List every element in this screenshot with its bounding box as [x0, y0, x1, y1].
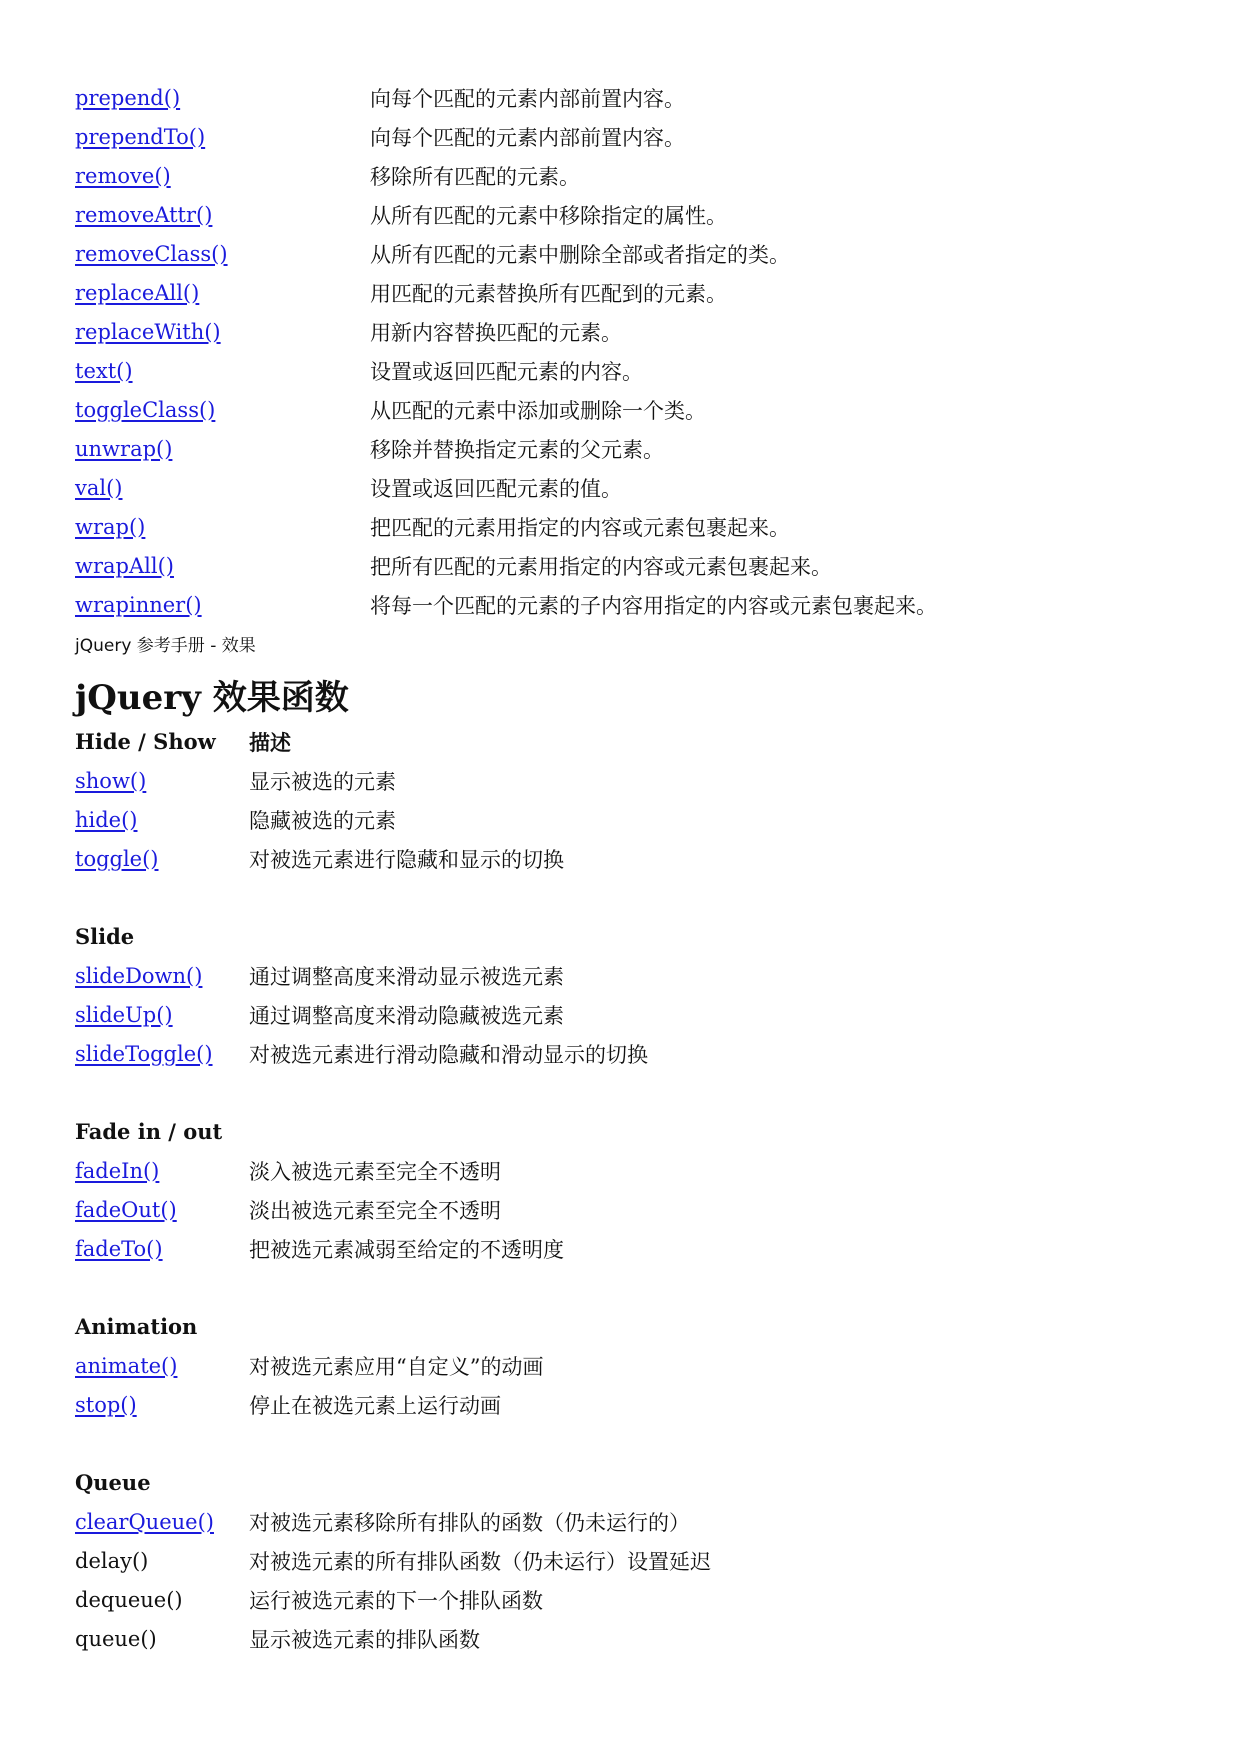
method-row [75, 507, 1201, 546]
method-row [75, 468, 1201, 507]
method-description: 运行被选元素的下一个排队函数 [249, 1588, 543, 1613]
method-row [75, 312, 1201, 351]
method-row [75, 234, 1201, 273]
method-row [75, 1502, 1201, 1541]
page-title: jQuery 效果函数 [75, 677, 349, 718]
method-row [75, 195, 1201, 234]
method-row [75, 995, 1201, 1034]
method-row [75, 429, 1201, 468]
method-row [75, 1346, 1201, 1385]
section-gap [75, 878, 1201, 917]
method-link[interactable]: clearQueue() [75, 1509, 214, 1534]
manipulation-method-list [75, 78, 1201, 624]
method-description: 隐藏被选的元素 [249, 808, 396, 833]
method-description: 淡入被选元素至完全不透明 [249, 1159, 501, 1184]
method-description: 从所有匹配的元素中删除全部或者指定的类。 [370, 242, 790, 267]
method-row [75, 273, 1201, 312]
method-link[interactable]: prependTo() [75, 124, 206, 149]
method-row [75, 1034, 1201, 1073]
method-row [75, 351, 1201, 390]
method-link[interactable]: removeAttr() [75, 202, 213, 227]
method-description: 对被选元素应用“自定义”的动画 [249, 1354, 544, 1379]
method-link[interactable]: slideToggle() [75, 1041, 213, 1066]
method-link[interactable]: slideUp() [75, 1002, 173, 1027]
method-row [75, 956, 1201, 995]
method-row [75, 585, 1201, 624]
method-link[interactable]: replaceAll() [75, 280, 200, 305]
method-link[interactable]: slideDown() [75, 963, 203, 988]
method-name: delay() [75, 1548, 149, 1573]
method-row [75, 800, 1201, 839]
method-row [75, 117, 1201, 156]
section-gap [75, 1268, 1201, 1307]
slide-heading: Slide [75, 924, 135, 949]
method-link[interactable]: prepend() [75, 85, 181, 110]
method-description: 移除所有匹配的元素。 [370, 164, 580, 189]
method-row [75, 390, 1201, 429]
method-link[interactable]: fadeOut() [75, 1197, 177, 1222]
method-description: 从所有匹配的元素中移除指定的属性。 [370, 203, 727, 228]
method-link[interactable]: val() [75, 475, 123, 500]
section-label: jQuery 参考手册 - 效果 [75, 635, 256, 656]
method-name: queue() [75, 1626, 157, 1651]
method-link[interactable]: unwrap() [75, 436, 173, 461]
method-link[interactable]: wrapAll() [75, 553, 174, 578]
fade-heading: Fade in / out [75, 1119, 223, 1144]
method-row [75, 1190, 1201, 1229]
queue-heading: Queue [75, 1470, 151, 1495]
method-link[interactable]: stop() [75, 1392, 137, 1417]
method-row [75, 156, 1201, 195]
method-link[interactable]: removeClass() [75, 241, 228, 266]
method-description: 用匹配的元素替换所有匹配到的元素。 [370, 281, 727, 306]
method-description: 设置或返回匹配元素的内容。 [370, 359, 643, 384]
method-description: 设置或返回匹配元素的值。 [370, 476, 622, 501]
method-description: 从匹配的元素中添加或删除一个类。 [370, 398, 706, 423]
description-column-heading: 描述 [249, 729, 291, 755]
method-row [75, 1580, 1201, 1619]
method-description: 移除并替换指定元素的父元素。 [370, 437, 664, 462]
method-description: 停止在被选元素上运行动画 [249, 1393, 501, 1418]
method-row [75, 1541, 1201, 1580]
method-link[interactable]: wrap() [75, 514, 146, 539]
method-link[interactable]: replaceWith() [75, 319, 221, 344]
document-page [75, 78, 1201, 1658]
method-description: 对被选元素进行隐藏和显示的切换 [249, 847, 564, 872]
method-link[interactable]: toggleClass() [75, 397, 216, 422]
section-gap [75, 1073, 1201, 1112]
animation-heading: Animation [75, 1314, 198, 1339]
method-description: 淡出被选元素至完全不透明 [249, 1198, 501, 1223]
method-description: 把匹配的元素用指定的内容或元素包裹起来。 [370, 515, 790, 540]
method-link[interactable]: fadeIn() [75, 1158, 160, 1183]
method-row [75, 1385, 1201, 1424]
method-description: 对被选元素进行滑动隐藏和滑动显示的切换 [249, 1042, 648, 1067]
method-link[interactable]: toggle() [75, 846, 159, 871]
method-link[interactable]: show() [75, 768, 147, 793]
method-link[interactable]: remove() [75, 163, 171, 188]
method-description: 向每个匹配的元素内部前置内容。 [370, 86, 685, 111]
hide-show-heading: Hide / Show [75, 729, 216, 754]
method-description: 对被选元素移除所有排队的函数（仍未运行的） [249, 1510, 690, 1535]
section-gap [75, 1424, 1201, 1463]
method-description: 显示被选元素的排队函数 [249, 1627, 480, 1652]
method-description: 向每个匹配的元素内部前置内容。 [370, 125, 685, 150]
method-description: 通过调整高度来滑动显示被选元素 [249, 964, 564, 989]
method-row [75, 1229, 1201, 1268]
method-link[interactable]: text() [75, 358, 133, 383]
method-row [75, 78, 1201, 117]
method-link[interactable]: hide() [75, 807, 138, 832]
method-row [75, 761, 1201, 800]
method-description: 显示被选的元素 [249, 769, 396, 794]
method-description: 用新内容替换匹配的元素。 [370, 320, 622, 345]
method-row [75, 1151, 1201, 1190]
method-row [75, 546, 1201, 585]
method-description: 把被选元素减弱至给定的不透明度 [249, 1237, 564, 1262]
hide-show-heading-row [75, 722, 1201, 761]
method-link[interactable]: wrapinner() [75, 592, 202, 617]
method-description: 对被选元素的所有排队函数（仍未运行）设置延迟 [249, 1549, 711, 1574]
effects-method-list [75, 722, 1201, 1658]
method-link[interactable]: animate() [75, 1353, 178, 1378]
method-row [75, 1619, 1201, 1658]
method-link[interactable]: fadeTo() [75, 1236, 163, 1261]
method-description: 将每一个匹配的元素的子内容用指定的内容或元素包裹起来。 [370, 593, 937, 618]
method-row [75, 839, 1201, 878]
method-name: dequeue() [75, 1587, 183, 1612]
method-description: 把所有匹配的元素用指定的内容或元素包裹起来。 [370, 554, 832, 579]
method-description: 通过调整高度来滑动隐藏被选元素 [249, 1003, 564, 1028]
